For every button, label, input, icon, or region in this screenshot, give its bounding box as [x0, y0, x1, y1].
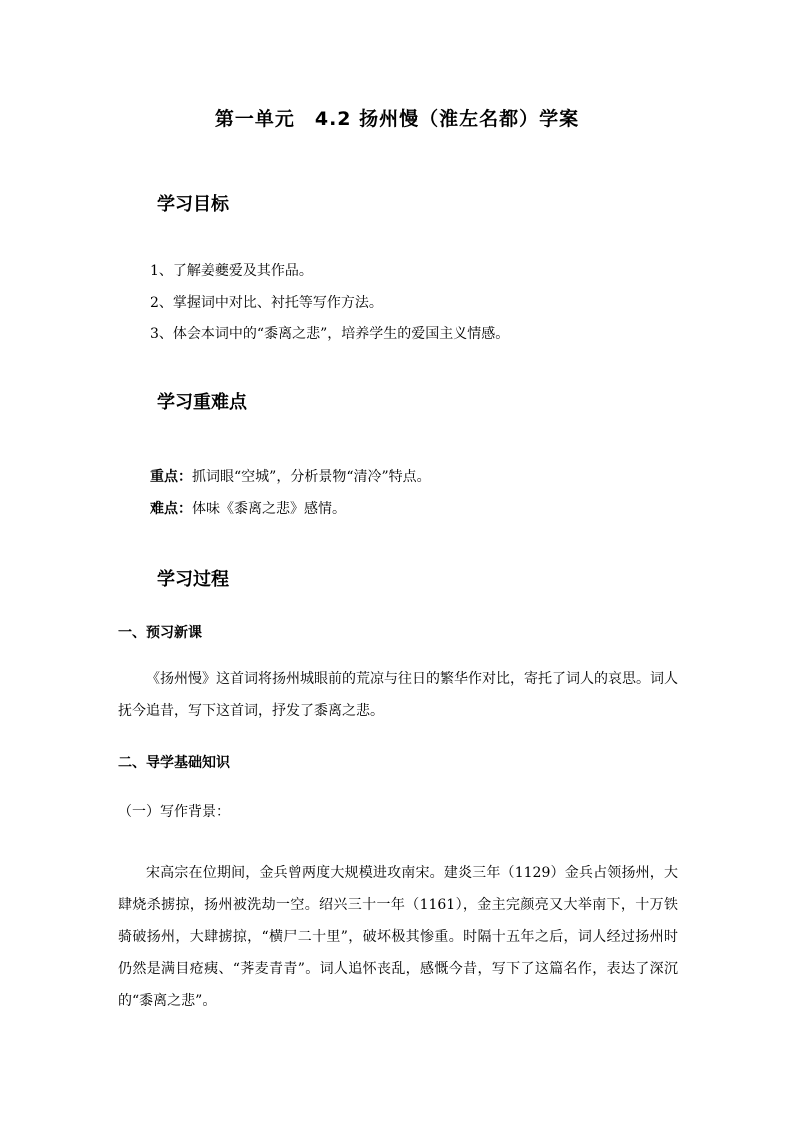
objective-item: 3、体会本词中的“黍离之悲”，培养学生的爱国主义情感。 — [150, 326, 510, 342]
keypoints-heading: 学习重难点 — [157, 392, 247, 413]
section1-heading: 一、预习新课 — [118, 625, 202, 641]
objective-item: 2、掌握词中对比、衬托等写作方法。 — [150, 295, 383, 311]
subsection1-paragraph: 宋高宗在位期间，金兵曾两度大规模进攻南宋。建炎三年（1129）金兵占领扬州，大肆烧杀掳掠，扬州被洗劫一空。绍兴三十一年（1161），金主完颜亮又大举南下，十万铁骑破扬州，大肆掳掠，“横尸二十里”，破坏极其惨重。时隔十五年之后，词人经过扬州时仍然是满目疮痍、“荠麦青青”。词人追怀丧乱，感慨今昔，写下了这篇名作，表达了深沉的“黍离之悲”。 — [118, 865, 678, 1009]
subsection1-heading: （一）写作背景： — [118, 804, 230, 820]
key-point-line — [150, 466, 431, 486]
process-heading: 学习过程 — [157, 569, 229, 590]
difficult-point-line — [150, 498, 346, 518]
objective-item: 1、了解姜夔爱及其作品。 — [150, 263, 313, 279]
objectives-heading: 学习目标 — [157, 194, 229, 215]
difficult-point-text: 体味《黍离之悲》感情。 — [192, 501, 346, 517]
difficult-point-label: 难点： — [150, 501, 192, 517]
key-point-label: 重点： — [150, 469, 192, 485]
key-point-text: 抓词眼“空城”，分析景物“清冷”特点。 — [192, 469, 431, 485]
section2-heading: 二、导学基础知识 — [118, 755, 230, 771]
page-title: 第一单元 4.2 扬州慢（淮左名都）学案 — [214, 108, 580, 130]
section1-paragraph: 《扬州慢》这首词将扬州城眼前的荒凉与往日的繁华作对比，寄托了词人的哀思。词人抚今追昔，写下这首词，抒发了黍离之悲。 — [118, 671, 678, 719]
